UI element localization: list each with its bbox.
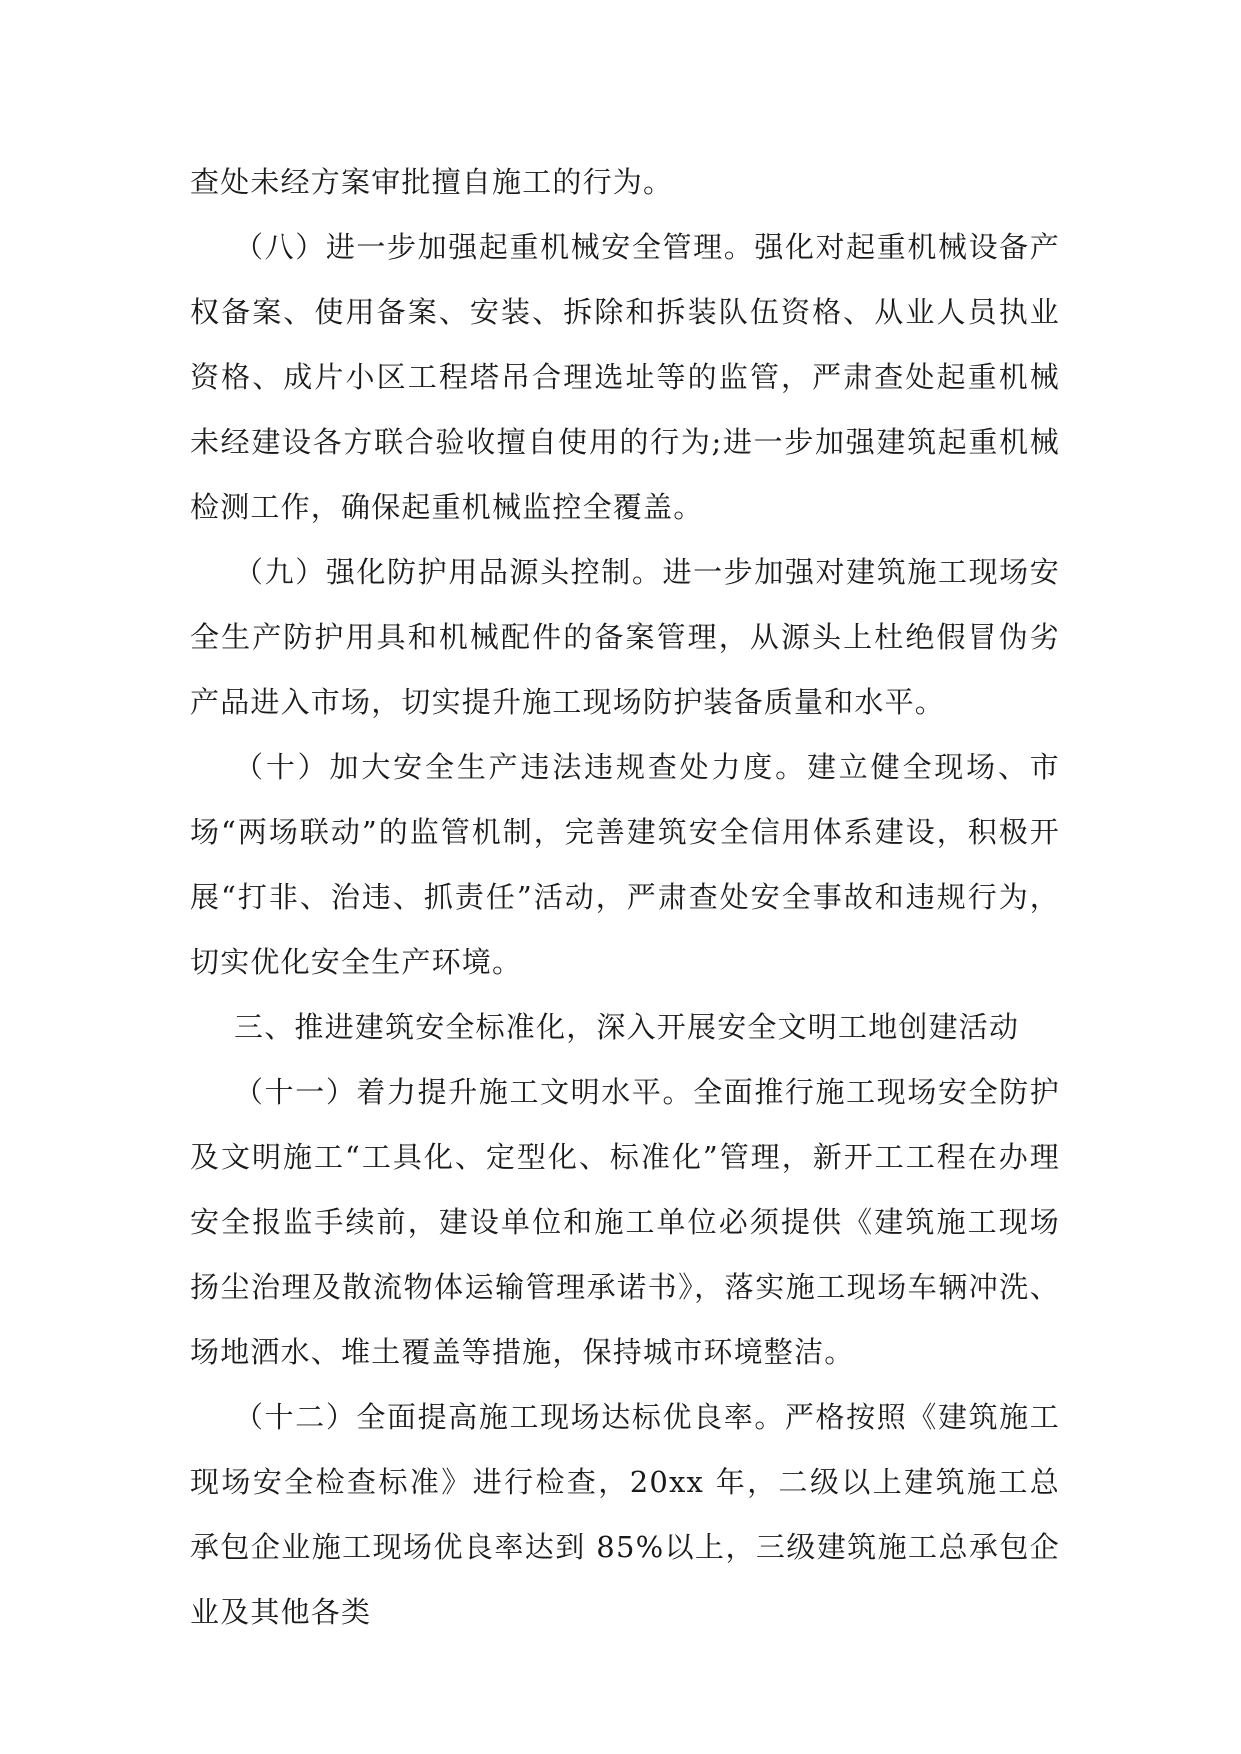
document-body <box>190 150 1060 1645</box>
section-heading-3: 三、推进建筑安全标准化，深入开展安全文明工地创建活动 <box>234 1010 1020 1044</box>
paragraph-continuation: 查处未经方案审批擅自施工的行为。 <box>190 165 674 199</box>
paragraph-item-11: （十一）着力提升施工文明水平。全面推行施工现场安全防护及文明施工“工具化、定型化、标准化”管理，新开工工程在办理安全报监手续前，建设单位和施工单位必须提供《建筑施工现场扬尘治理及散流物体运输管理承诺书》，落实施工现场车辆冲洗、场地洒水、堆土覆盖等措施，保持城市环境整洁。 <box>190 1075 1060 1369</box>
paragraph-item-9: （九）强化防护用品源头控制。进一步加强对建筑施工现场安全生产防护用具和机械配件的备案管理，从源头上杜绝假冒伪劣产品进入市场，切实提升施工现场防护装备质量和水平。 <box>190 555 1060 719</box>
paragraph-item-10: （十）加大安全生产违法违规查处力度。建立健全现场、市场“两场联动”的监管机制，完善建筑安全信用体系建设，积极开展“打非、治违、抓责任”活动，严肃查处安全事故和违规行为，切实优化安全生产环境。 <box>190 750 1060 979</box>
paragraph-item-8: （八）进一步加强起重机械安全管理。强化对起重机械设备产权备案、使用备案、安装、拆除和拆装队伍资格、从业人员执业资格、成片小区工程塔吊合理选址等的监管，严肃查处起重机械未经建设各方联合验收擅自使用的行为;进一步加强建筑起重机械检测工作，确保起重机械监控全覆盖。 <box>190 230 1060 524</box>
paragraph-item-12: （十二）全面提高施工现场达标优良率。严格按照《建筑施工现场安全检查标准》进行检查，20xx 年，二级以上建筑施工总承包企业施工现场优良率达到 85%以上，三级建筑施工总承包企业及其他各类 <box>190 1400 1060 1629</box>
